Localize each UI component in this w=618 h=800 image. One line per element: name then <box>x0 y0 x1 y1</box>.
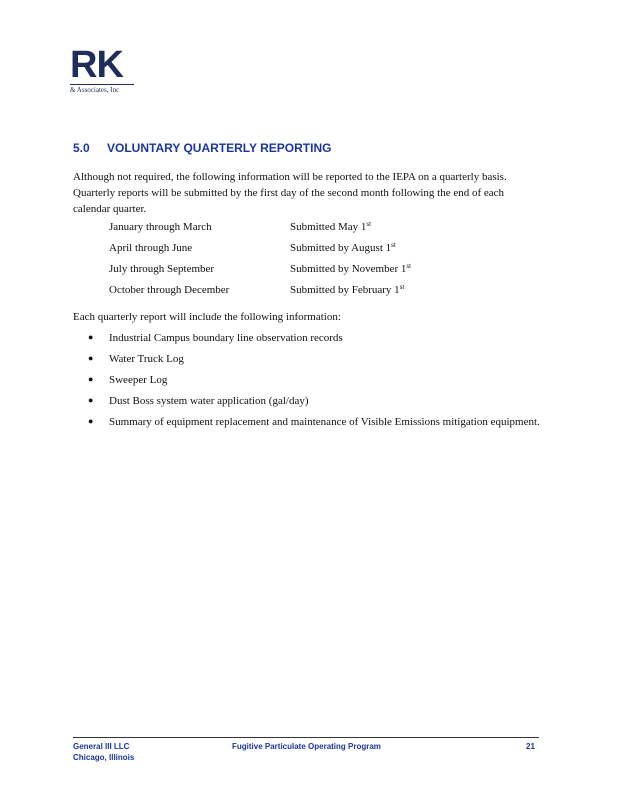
logo-subtitle: & Associates, Inc <box>70 86 120 94</box>
report-intro: Each quarterly report will include the following information: <box>73 311 341 323</box>
company-logo <box>70 44 134 95</box>
schedule-period: July through September <box>109 263 215 275</box>
logo-mark: RK <box>70 44 123 86</box>
schedule-due: Submitted by August 1st <box>290 241 396 254</box>
section-title: VOLUNTARY QUARTERLY REPORTING <box>107 141 332 155</box>
schedule-due: Submitted May 1st <box>290 220 372 233</box>
footer-location: Chicago, Illinois <box>73 753 135 762</box>
schedule-due: Submitted by November 1st <box>290 262 412 275</box>
bullet-icon: ● <box>88 332 94 342</box>
footer-divider <box>73 737 539 738</box>
schedule-due: Submitted by February 1st <box>290 283 405 296</box>
footer-program: Fugitive Particulate Operating Program <box>232 742 381 751</box>
bullet-icon: ● <box>88 416 94 426</box>
bullet-icon: ● <box>88 395 94 405</box>
schedule-period: January through March <box>109 221 212 233</box>
intro-paragraph: Although not required, the following information will be reported to the IEPA on a quarterly basis. Quarterly reports will be submitted by the first day of the second month following the end of each calendar quarter. <box>73 171 507 215</box>
schedule-period: October through December <box>109 284 230 296</box>
bullet-icon: ● <box>88 353 94 363</box>
section-heading <box>73 141 331 155</box>
page-number: 21 <box>526 742 535 751</box>
schedule-period: April through June <box>109 242 193 254</box>
bullet-icon: ● <box>88 374 94 384</box>
footer-company: General III LLC <box>73 742 130 751</box>
section-number: 5.0 <box>73 141 90 155</box>
footer-company-block <box>73 741 134 763</box>
